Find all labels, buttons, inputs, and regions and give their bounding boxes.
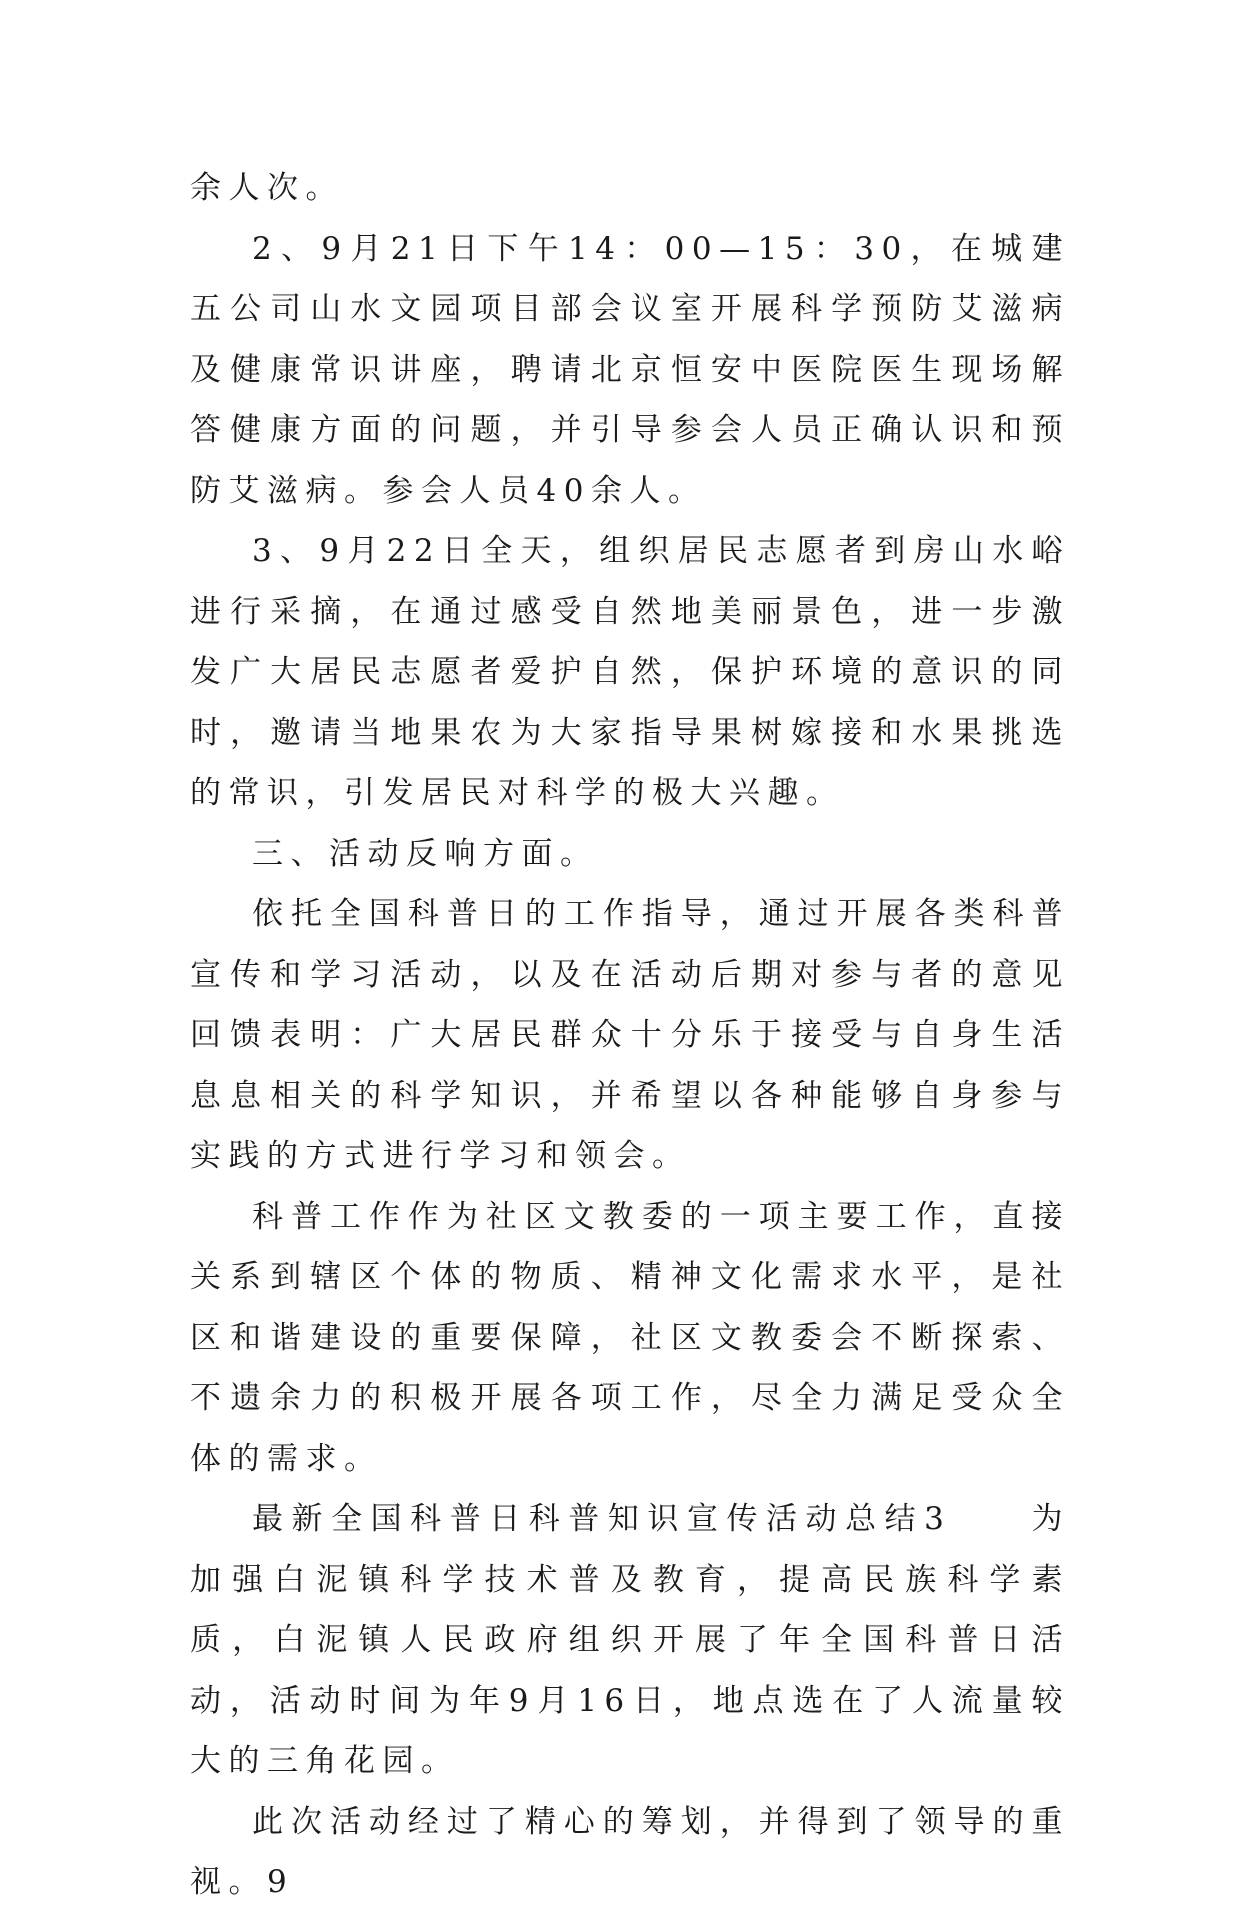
paragraph-4: 依托全国科普日的工作指导，通过开展各类科普宣传和学习活动，以及在活动后期对参与者的意见回馈表明：广大居民群众十分乐于接受与自身生活息息相关的科学知识，并希望以各种能够自身参与实践的方式进行学习和领会。 (190, 896, 1070, 1174)
paragraph-2: 2、9月21日下午14：00—15：30，在城建五公司山水文园项目部会议室开展科学预防艾滋病及健康常识讲座，聘请北京恒安中医院医生现场解答健康方面的问题，并引导参会人员正确认识和预防艾滋病。参会人员40余人。 (190, 230, 1070, 509)
document-body (190, 158, 1070, 1913)
paragraph-1: 余人次。 (190, 170, 344, 206)
paragraph-3: 3、9月22日全天，组织居民志愿者到房山水峪进行采摘，在通过感受自然地美丽景色，进一步激发广大居民志愿者爱护自然，保护环境的意识的同时，邀请当地果农为大家指导果树嫁接和水果挑选的常识，引发居民对科学的极大兴趣。 (190, 533, 1070, 811)
section-heading: 三、活动反响方面。 (252, 835, 599, 872)
paragraph-5: 科普工作作为社区文教委的一项主要工作，直接关系到辖区个体的物质、精神文化需求水平，是社区和谐建设的重要保障，社区文教委会不断探索、不遗余力的积极开展各项工作，尽全力满足受众全体的需求。 (190, 1198, 1070, 1477)
paragraph-7: 此次活动经过了精心的筹划，并得到了领导的重视。9 (190, 1803, 1070, 1900)
paragraph-6: 最新全国科普日科普知识宣传活动总结3 为加强白泥镇科学技术普及教育，提高民族科学素质，白泥镇人民政府组织开展了年全国科普日活动，活动时间为年9月16日，地点选在了人流量较大的三角花园。 (190, 1501, 1070, 1779)
